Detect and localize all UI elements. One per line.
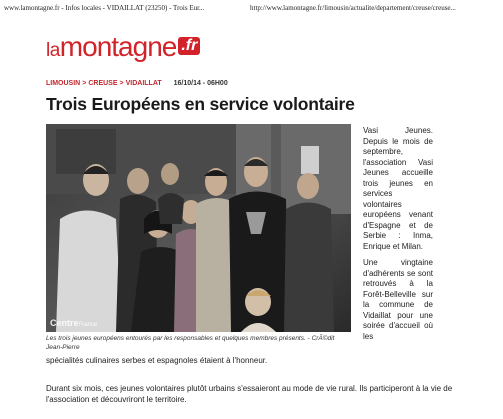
article-paragraph-2-end: spécialités culinaires serbes et espagnoles étaient à l'honneur. (46, 356, 268, 365)
breadcrumb-item-limousin[interactable]: LIMOUSIN (46, 80, 81, 87)
logo-la: la (46, 40, 60, 61)
site-logo[interactable] (46, 33, 200, 61)
article-photo[interactable] (46, 124, 351, 332)
photo-watermark: CentreFrance (50, 318, 98, 328)
breadcrumb-separator: > (119, 80, 124, 87)
group-photo-illustration (46, 124, 351, 332)
print-header-url: http://www.lamontagne.fr/limousin/actualite/departement/creuse/creuse... (250, 4, 456, 12)
article-title: Trois Européens en service volontaire (46, 94, 355, 114)
logo-main: montagne (59, 31, 177, 62)
print-header-left: www.lamontagne.fr - Infos locales - VIDAILLAT (23250) - Trois Eur... (4, 4, 205, 12)
print-header (4, 4, 499, 16)
logo-tld: .fr (178, 37, 200, 55)
article-date: 16/10/14 - 06H00 (173, 80, 228, 87)
article-side-column (363, 126, 433, 348)
breadcrumb-item-vidaillat[interactable]: VIDAILLAT (125, 80, 162, 87)
breadcrumb-item-creuse[interactable]: CREUSE (88, 80, 118, 87)
article-paragraph-3: Durant six mois, ces jeunes volontaires plutôt urbains s'essaieront au mode de vie rural. Ils participeront à la vie de l'association et découvriront le territoire. (46, 384, 453, 404)
article-paragraph-1: Vasi Jeunes. Depuis le mois de septembre, l'association Vasi Jeunes accueille trois jeunes en services volontaires européens venant d'Espagne et de Serbie : Inma, Enrique et Milan. (363, 126, 433, 251)
breadcrumb-separator: > (82, 80, 87, 87)
breadcrumb (46, 80, 228, 87)
photo-caption: Les trois jeunes européens entourés par les responsables et quelques membres présents. - CrÃ©dit Jean-Pierre (46, 335, 335, 351)
article-paragraph-2-start: Une vingtaine d'adhérents se sont retrouvés à la Forêt-Belleville sur la commune de Vidaillat pour une soirée d'accueil où les (363, 258, 433, 341)
